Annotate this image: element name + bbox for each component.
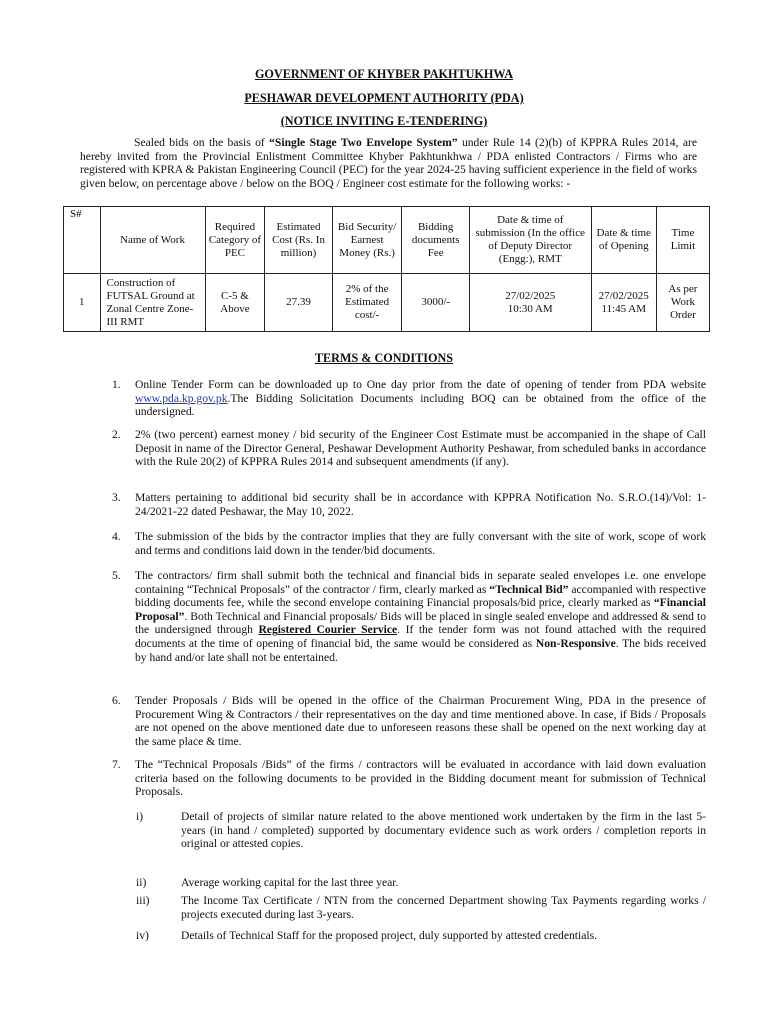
header-notice-text: (NOTICE INVITING E-TENDERING) (280, 114, 488, 128)
term-item-2: 2. 2% (two percent) earnest money / bid security of the Engineer Cost Estimate must be accompanied in the shape of Call Deposit in name of the Director General, Peshawar Development Authority Peshawar, from scheduled banks in accordance with the Rule 20(2) of KPPRA Rules 2014 and subsequent amendments (if any). (112, 428, 706, 469)
pda-website-link[interactable]: www.pda.kp.gov.pk (135, 391, 228, 405)
sub-item-iv: iv) Details of Technical Staff for the proposed project, duly supported by attested credentials. (136, 929, 598, 942)
intro-bold-system: “Single Stage Two Envelope System” (269, 136, 458, 149)
cell-time-limit: As per Work Order (656, 274, 709, 332)
col-header: Estimated Cost (Rs. In million) (265, 207, 332, 274)
term-item-4: 4. The submission of the bids by the contractor implies that they are fully conversant with the site of work, scope of work and terms and conditions laid down in the tender/bid documents. (112, 530, 706, 557)
cell-category: C-5 & Above (205, 274, 265, 332)
table-header-row (64, 207, 710, 274)
term-item-6: 6. Tender Proposals / Bids will be opened in the office of the Chairman Procurement Wing, PDA in the presence of Procurement Wing & Contractors / their representatives on the day and time mentioned above. In case, if Bids / Proposals are not opened on the above mentioned date due to unforeseen reasons these shall be opened on the next working day at the same place & time. (112, 694, 706, 748)
col-header: Bid Security/ Earnest Money (Rs.) (332, 207, 402, 274)
col-header: Bidding documents Fee (402, 207, 469, 274)
cell-estimated-cost: 27.39 (265, 274, 332, 332)
header-notice (0, 115, 768, 129)
cell-work-name: Construction of FUTSAL Ground at Zonal Centre Zone-III RMT (100, 274, 205, 332)
col-header: Date & time of submission (In the office of Deputy Director (Engg:), RMT (469, 207, 591, 274)
term-item-1: 1. Online Tender Form can be downloaded up to One day prior from the date of opening of tender from PDA website www.pda.kp.gov.pk.The Bidding Solicitation Documents including BOQ can be obtained from the office of the undersigned. (112, 378, 706, 419)
col-header: Required Category of PEC (205, 207, 265, 274)
header-government (0, 68, 768, 82)
header-government-text: GOVERNMENT OF KHYBER PAKHTUKHWA (254, 67, 514, 81)
tender-table (63, 206, 710, 332)
cell-document-fee: 3000/- (402, 274, 469, 332)
cell-serial: 1 (64, 274, 101, 332)
col-header: S# (64, 207, 101, 274)
term-item-3: 3. Matters pertaining to additional bid security shall be in accordance with KPPRA Notification No. S.R.O.(14)/Vol: 1-24/2021-22 dated Peshawar, the May 10, 2022. (112, 491, 706, 518)
header-authority-text: PESHAWAR DEVELOPMENT AUTHORITY (PDA) (244, 91, 524, 105)
cell-bid-security: 2% of the Estimated cost/- (332, 274, 402, 332)
sub-item-ii: ii) Average working capital for the last three year. (136, 876, 399, 889)
intro-paragraph: Sealed bids on the basis of “Single Stage Two Envelope System” under Rule 14 (2)(b) of KPPRA Rules 2014, are hereby invited from the Provincial Enlistment Committee Khyber Pakhtunkhwa / PDA enlisted Contractors / Firms who are registered with KPRA & Pakistan Engineering Council (PEC) for the year 2024-25 having sufficient experience in the field of works given below, on percentage above / below on the BOQ / Engineer cost estimate for the following works: - (80, 136, 697, 190)
term-item-7: 7. The “Technical Proposals /Bids” of the firms / contractors will be evaluated in accordance with laid down evaluation criteria based on the following documents to be provided in the Bidding document meant for submission of Technical Proposals. (112, 758, 706, 799)
terms-title: TERMS & CONDITIONS (314, 351, 454, 365)
cell-opening: 27/02/2025 11:45 AM (591, 274, 656, 332)
table-row (64, 274, 710, 332)
cell-submission: 27/02/2025 10:30 AM (469, 274, 591, 332)
header-authority (0, 92, 768, 106)
sub-item-i: i) Detail of projects of similar nature related to the above mentioned work undertaken by the firm in the last 5-years (in hand / completed) supported by documentary evidence such as work orders / completion reports in original or attested copies. (136, 810, 706, 851)
col-header: Name of Work (100, 207, 205, 274)
col-header: Time Limit (656, 207, 709, 274)
sub-item-iii: iii) The Income Tax Certificate / NTN from the concerned Department showing Tax Payments regarding works / projects executed during last 3-years. (136, 894, 706, 921)
col-header: Date & time of Opening (591, 207, 656, 274)
term-item-5: 5. The contractors/ firm shall submit both the technical and financial bids in separate sealed envelopes i.e. one envelope containing “Technical Proposals” of the contractor / firm, clearly marked as “Technical Bid” accompanied with respective bidding documents fee, while the second envelope containing Financial proposals/bid price, clearly marked as “Financial Proposal”. Both Technical and Financial proposals/ Bids will be placed in single sealed envelope and addressed & send to the undersigned through Registered Courier Service. If the tender form was not found attached with the required documents at the time of opening of financial bid, the same would be considered as Non-Responsive. The bids received by hand and/or late shall not be entertained. (112, 569, 707, 664)
